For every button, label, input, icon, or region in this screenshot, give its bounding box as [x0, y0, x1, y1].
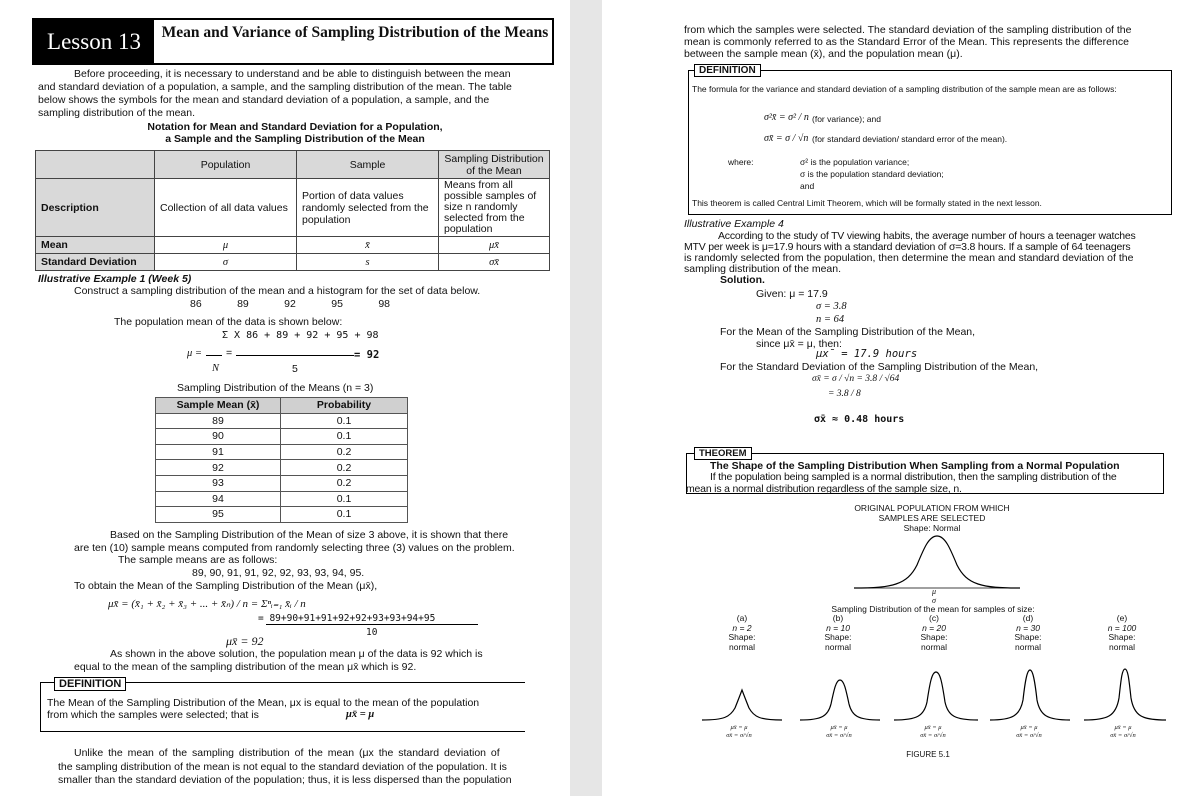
table-cell: 0.2	[281, 444, 408, 460]
sampling-table	[155, 397, 408, 523]
notation-cell: Collection of all data values	[155, 179, 297, 237]
data-value: 98	[378, 298, 390, 310]
curve-a	[702, 690, 782, 720]
notation-cell: σx̄	[439, 254, 550, 271]
notation-header-sampling: Sampling Distribution of the Mean	[439, 151, 550, 179]
panel-letter: (a)	[736, 613, 748, 623]
notation-row-mean: Mean	[36, 237, 155, 254]
panel-d	[990, 614, 1066, 652]
panel-mu: μx̄ = μ	[830, 724, 848, 731]
where-line-1: σ² is the population variance;	[800, 157, 910, 167]
panel-sigma: σx̄ = σ/√n	[826, 732, 852, 739]
definition-label-right: DEFINITION	[694, 64, 761, 77]
sd-for: For the Standard Deviation of the Sampling Distribution of the Mean,	[720, 361, 1039, 373]
panel-letter: (b)	[832, 613, 844, 623]
example4-heading: Illustrative Example 4	[684, 218, 784, 230]
variance-note: (for variance); and	[812, 114, 881, 124]
panel-mu: μx̄ = μ	[924, 724, 942, 731]
panel-b-params	[814, 724, 864, 740]
table-cell: 94	[156, 491, 281, 507]
clt-note: This theorem is called Central Limit Theorem, which will be formally stated in the next lesson.	[692, 198, 1042, 208]
right-top-line-2: mean is commonly referred to as the Standard Error of the Mean. This represents the difference	[684, 36, 1129, 48]
sampling-table-title: Sampling Distribution of the Means (n = 3)	[177, 382, 374, 394]
original-line-3: Shape: Normal	[903, 523, 961, 533]
definition-label-left: DEFINITION	[54, 677, 126, 691]
denom-5: 5	[292, 363, 298, 375]
right-top-line-3: between the sample mean (x̄), and the population mean (μ).	[684, 48, 963, 60]
data-value: 89	[237, 298, 249, 310]
example4-line-4: sampling distribution of the mean.	[684, 263, 842, 275]
after-table-line-2: are ten (10) sample means computed from randomly selecting three (3) values on the problem.	[74, 542, 515, 554]
table-row	[156, 491, 408, 507]
table-row	[156, 475, 408, 491]
panel-shape: Shape:	[1108, 632, 1136, 642]
sd-eq-1: σx̄ = σ / √n = 3.8 / √64	[812, 374, 900, 384]
formula-numerator: = 89+90+91+91+92+92+93+93+94+95	[258, 613, 436, 624]
notation-cell: s	[297, 254, 439, 271]
table-cell: 0.1	[281, 507, 408, 523]
table-cell: 0.2	[281, 475, 408, 491]
after-table-line-3: The sample means are as follows:	[118, 554, 278, 566]
shown-line-1: As shown in the above solution, the population mean μ of the data is 92 which is	[110, 648, 483, 660]
panel-n: n = 20	[922, 622, 946, 633]
notation-title-2: a Sample and the Sampling Distribution of the Mean	[165, 133, 425, 145]
table-cell: 91	[156, 444, 281, 460]
mu-result: = 92	[354, 349, 380, 361]
sum-expression: Σ X 86 + 89 + 92 + 95 + 98	[222, 330, 379, 341]
panel-sigma: σx̄ = σ/√n	[1016, 732, 1042, 739]
panel-shape: Shape:	[824, 632, 852, 642]
original-mu: μ	[932, 587, 937, 596]
panel-a	[704, 614, 780, 652]
unlike-line-1: Unlike the mean of the sampling distribution of the mean (μx the standard deviation of	[74, 747, 500, 759]
panel-sigma: σx̄ = σ/√n	[920, 732, 946, 739]
example4-line-2: MTV per week is μ=17.9 hours with a standard deviation of σ=3.8 hours. If a sample of 64 teenagers	[684, 241, 1131, 253]
panel-mu: μx̄ = μ	[730, 724, 748, 731]
panel-n: n = 100	[1107, 622, 1137, 633]
example1-heading: Illustrative Example 1 (Week 5)	[38, 273, 192, 285]
sd-formula: σx̄ = σ / √n	[764, 133, 809, 144]
notation-cell: Means from all possible samples of size n randomly selected from the population	[439, 179, 550, 237]
panel-e-params	[1098, 724, 1148, 740]
data-value: 92	[284, 298, 296, 310]
original-line-1: ORIGINAL POPULATION FROM WHICH	[854, 503, 1010, 513]
panel-type: normal	[1015, 641, 1041, 652]
figure-caption: FIGURE 5.1	[906, 750, 950, 759]
sampling-curves	[700, 668, 1170, 724]
panel-n: n = 30	[1016, 622, 1040, 633]
panel-e	[1084, 614, 1160, 652]
mu-lhs: μ =	[187, 348, 202, 359]
formula-denominator: 10	[366, 627, 378, 638]
sampling-title: Sampling Distribution of the mean for samples of size:	[831, 604, 1035, 614]
table-row	[156, 507, 408, 523]
panel-c-params	[908, 724, 958, 740]
figure-original-label	[832, 503, 1032, 533]
notation-header-sample: Sample	[297, 151, 439, 179]
given-3: n = 64	[816, 314, 845, 325]
panel-letter: (e)	[1116, 613, 1128, 623]
where-line-3: and	[800, 181, 815, 191]
variance-formula: σ²x̄ = σ² / n	[764, 112, 809, 123]
intro-line-2: and standard deviation of a population, a sample, and the sampling distribution of the mean. The table	[38, 81, 512, 93]
panel-type: normal	[921, 641, 947, 652]
population-normal-curve	[852, 530, 1022, 592]
table-row	[156, 429, 408, 445]
sampling-header-probability: Probability	[281, 398, 408, 414]
data-value: 95	[331, 298, 343, 310]
notation-cell: μx̄	[439, 237, 550, 254]
curve-d	[990, 670, 1070, 720]
table-cell: 0.1	[281, 491, 408, 507]
table-cell: 93	[156, 475, 281, 491]
sd-note: (for standard deviation/ standard error of the mean).	[812, 134, 1008, 144]
means-list: 89, 90, 91, 91, 92, 92, 93, 93, 94, 95.	[192, 567, 365, 579]
theorem-line-1: If the population being sampled is a normal distribution, then the sampling distribution of the	[710, 471, 1117, 483]
panel-mu: μx̄ = μ	[1114, 724, 1132, 731]
notation-cell: Portion of data values randomly selected from the population	[297, 179, 439, 237]
panel-n: n = 2	[732, 622, 752, 633]
notation-cell: σ	[155, 254, 297, 271]
table-cell: 0.2	[281, 460, 408, 476]
data-value: 86	[190, 298, 202, 310]
panel-letter: (d)	[1022, 613, 1034, 623]
table-cell: 89	[156, 413, 281, 429]
theorem-label: THEOREM	[694, 447, 752, 460]
panel-shape: Shape:	[1014, 632, 1042, 642]
table-cell: 92	[156, 460, 281, 476]
table-cell: 0.1	[281, 429, 408, 445]
intro-line-3: below shows the symbols for the mean and standard deviation of a population, a sample, and the	[38, 94, 490, 106]
where-label: where:	[728, 157, 754, 167]
example1-instruction: Construct a sampling distribution of the mean and a histogram for the set of data below.	[74, 285, 481, 297]
denom-n: N	[212, 363, 220, 374]
table-cell: 0.1	[281, 413, 408, 429]
unlike-line-2: the sampling distribution of the mean is not equal to the standard deviation of the population. It is	[58, 761, 507, 773]
formula-result: μx̄ = 92	[226, 634, 264, 648]
panel-sigma: σx̄ = σ/√n	[726, 732, 752, 739]
original-line-2: SAMPLES ARE SELECTED	[878, 513, 986, 523]
notation-row-sd: Standard Deviation	[36, 254, 155, 271]
notation-row-description: Description	[36, 179, 155, 237]
fraction-bar	[266, 624, 478, 625]
definition-left-formula: μx̄ = μ	[346, 709, 375, 720]
fraction-bar	[236, 355, 354, 356]
notation-title-1: Notation for Mean and Standard Deviation for a Population,	[147, 121, 443, 133]
notation-header-blank	[36, 151, 155, 179]
right-page	[602, 0, 1194, 796]
population-curve-path	[854, 536, 1020, 588]
sd-eq-2: = 3.8 / 8	[828, 389, 861, 399]
curve-e	[1084, 669, 1166, 720]
panel-a-params	[714, 724, 764, 740]
curve-b	[800, 680, 880, 720]
panel-b	[800, 614, 876, 652]
example4-line-3: is randomly selected from the population, then determine the mean and standard deviation of the	[684, 252, 1134, 264]
notation-header-population: Population	[155, 151, 297, 179]
theorem-title: The Shape of the Sampling Distribution When Sampling from a Normal Population	[710, 460, 1120, 472]
sd-result: σx̄ ≈ 0.48 hours	[814, 414, 905, 425]
mean-result: μx̄ = 17.9 hours	[816, 348, 918, 360]
mu-eq: =	[226, 347, 233, 359]
solution-label: Solution.	[720, 274, 765, 286]
panel-type: normal	[729, 641, 755, 652]
table-cell: 95	[156, 507, 281, 523]
right-top-line-1: from which the samples were selected. The standard deviation of the sampling distribution of the	[684, 24, 1132, 36]
given-2: σ = 3.8	[816, 301, 847, 312]
fraction-bar	[206, 355, 222, 356]
table-row	[156, 413, 408, 429]
panel-sigma: σx̄ = σ/√n	[1110, 732, 1136, 739]
panel-mu: μx̄ = μ	[1020, 724, 1038, 731]
table-row	[156, 460, 408, 476]
notation-cell: μ	[155, 237, 297, 254]
panel-shape: Shape:	[728, 632, 756, 642]
panel-type: normal	[1109, 641, 1135, 652]
definition-left-line-1: The Mean of the Sampling Distribution of the Mean, μx is equal to the mean of the population	[47, 697, 480, 709]
mean-for: For the Mean of the Sampling Distribution of the Mean,	[720, 326, 976, 338]
obtain-text: To obtain the Mean of the Sampling Distribution of the Mean (μx̄),	[74, 580, 378, 592]
lesson-number: Lesson 13	[34, 20, 154, 63]
shown-line-2: equal to the mean of the sampling distribution of the mean μx̄ which is 92.	[74, 661, 417, 673]
since-text: since μx̄ = μ, then:	[756, 338, 842, 350]
lesson-title: Mean and Variance of Sampling Distribution of the Means	[161, 24, 549, 41]
table-cell: 90	[156, 429, 281, 445]
unlike-line-3: smaller than the standard deviation of the population; thus, it is less dispersed than the population	[58, 774, 512, 786]
panel-n: n = 10	[826, 622, 850, 633]
example1-data	[190, 298, 390, 311]
panel-shape: Shape:	[920, 632, 948, 642]
after-table-line-1: Based on the Sampling Distribution of the Mean of size 3 above, it is shown that there	[110, 529, 509, 541]
table-row	[156, 444, 408, 460]
panel-type: normal	[825, 641, 851, 652]
curve-c	[894, 672, 978, 720]
original-sigma: σ	[932, 596, 936, 605]
example4-line-1: According to the study of TV viewing habits, the average number of hours a teenager watches	[718, 230, 1136, 242]
left-page	[0, 0, 570, 796]
intro-line-1: Before proceeding, it is necessary to understand and be able to distinguish between the mean	[74, 68, 511, 80]
given-1: Given: μ = 17.9	[756, 288, 828, 300]
definition-left-line-2: from which the samples were selected; that is	[47, 709, 259, 721]
sampling-header-mean: Sample Mean (x̄)	[156, 398, 281, 414]
panel-c	[896, 614, 972, 652]
pop-mean-text: The population mean of the data is shown below:	[114, 316, 343, 328]
notation-cell: x̄	[297, 237, 439, 254]
where-line-2: σ is the population standard deviation;	[800, 169, 944, 179]
intro-line-4: sampling distribution of the mean.	[38, 107, 196, 119]
lesson-header	[32, 18, 554, 65]
theorem-line-2: mean is a normal distribution regardless of the sample size, n.	[686, 483, 962, 495]
panel-letter: (c)	[929, 613, 939, 623]
definition-right-intro: The formula for the variance and standard deviation of a sampling distribution of the sample mean are as follows:	[692, 84, 1117, 94]
panel-d-params	[1004, 724, 1054, 740]
formula-top: μx̄ = (x̄₁ + x̄₂ + x̄₃ + ... + x̄ₙ) / n = Σⁿᵢ₌₁ x̄ᵢ / n	[108, 598, 306, 610]
notation-table	[35, 150, 550, 271]
